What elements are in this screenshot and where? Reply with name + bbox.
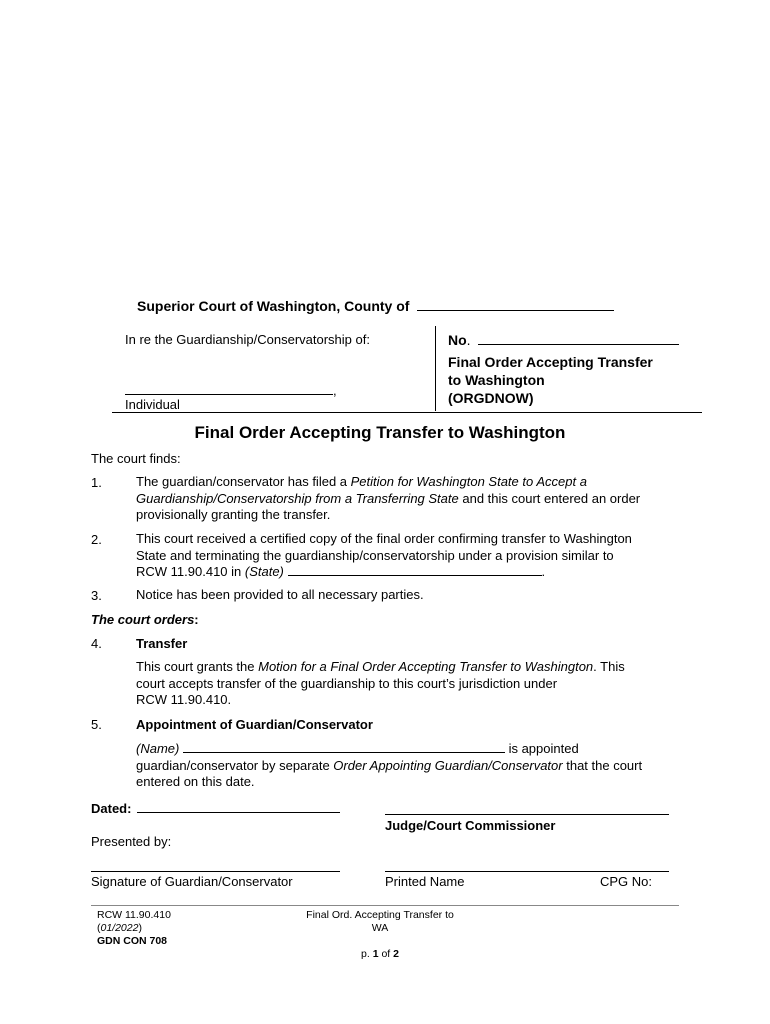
individual-label: Individual <box>125 397 180 412</box>
item-4-text: This court grants the Motion for a Final Order Accepting Transfer to Washington. This court accepts transfer of the guardianship to this court’s jurisdiction under RCW 11.90.410. <box>136 659 625 707</box>
dated-label: Dated: <box>91 801 132 816</box>
footer-form-code: GDN CON 708 <box>97 935 168 947</box>
caption-divider <box>435 326 436 411</box>
court-orders-label: The court orders: <box>91 612 199 627</box>
court-label: Superior Court of Washington, County of <box>137 298 410 314</box>
judge-label: Judge/Court Commissioner <box>385 818 556 833</box>
footer-rcw: RCW 11.90.410 <box>97 909 171 921</box>
court-heading <box>137 298 614 314</box>
presented-by-label: Presented by: <box>91 834 172 849</box>
page-title: Final Order Accepting Transfer to Washington <box>194 423 566 442</box>
dated-blank <box>137 802 340 813</box>
form-title-block <box>448 353 653 407</box>
case-number <box>448 332 679 348</box>
guardian-name-blank <box>183 741 505 753</box>
footer-form-name-2: WA <box>371 922 389 934</box>
footer-left <box>97 909 171 948</box>
item-5-number: 5. <box>91 717 102 732</box>
court-finds-label: The court finds: <box>91 451 181 466</box>
party-name-field <box>125 382 337 398</box>
form-title-line-1: Final Order Accepting Transfer <box>448 354 653 370</box>
item-5-heading: Appointment of Guardian/Conservator <box>136 717 373 732</box>
printed-name-line <box>385 871 669 872</box>
case-number-label: No <box>448 332 467 348</box>
guardian-signature-label: Signature of Guardian/Conservator <box>91 874 293 889</box>
footer-form-name-1: Final Ord. Accepting Transfer to <box>306 909 454 921</box>
item-1-text: The guardian/conservator has filed a Petition for Washington State to Accept a Guardianship/Conservatorship from a Transferring State and this court entered an order provisionally granting the transfer. <box>136 474 641 522</box>
case-number-dot: . <box>466 332 471 348</box>
in-re-label: In re the Guardianship/Conservatorship of: <box>125 332 370 347</box>
party-name-blank <box>125 382 333 395</box>
page-number: p. 1 of 2 <box>361 948 399 960</box>
footer-center <box>290 909 470 935</box>
cpg-label: CPG No: <box>600 874 653 889</box>
item-2-text: This court received a certified copy of the final order confirming transfer to Washington State and terminating the guardianship/conservatorship under a provision similar to RCW 11.90.410 in (State) . <box>136 531 632 579</box>
item-4-heading: Transfer <box>136 636 188 651</box>
item-1-number: 1. <box>91 475 102 490</box>
footer-rule <box>91 905 679 906</box>
item-4-number: 4. <box>91 636 102 651</box>
guardian-signature-line <box>91 871 340 872</box>
item-2-number: 2. <box>91 532 102 547</box>
caption-bottom-rule <box>112 412 702 413</box>
form-code: (ORGDNOW) <box>448 390 534 406</box>
footer-date: (01/2022) <box>97 922 142 934</box>
item-3-text: Notice has been provided to all necessary parties. <box>136 587 424 602</box>
party-comma: , <box>333 383 337 398</box>
county-blank <box>417 300 614 311</box>
case-number-blank <box>478 334 679 345</box>
printed-name-label: Printed Name <box>385 874 465 889</box>
state-blank <box>288 564 542 576</box>
item-3-number: 3. <box>91 588 102 603</box>
form-title-line-2: to Washington <box>448 372 545 388</box>
dated-field <box>91 801 340 816</box>
judge-signature-line <box>385 814 669 815</box>
item-5-text: (Name) is appointed guardian/conservator by separate Order Appointing Guardian/Conservator that the court entered on this date. <box>136 741 643 789</box>
